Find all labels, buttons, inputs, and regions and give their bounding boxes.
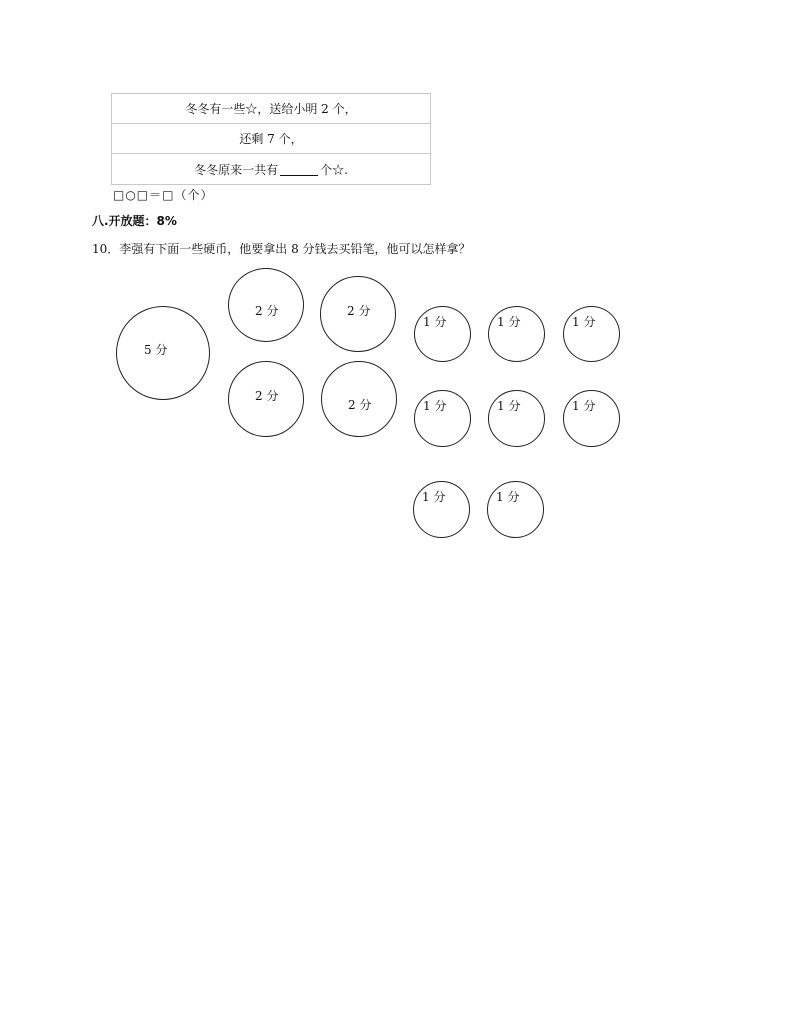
coin-label: 5 分	[144, 343, 168, 357]
coin-2-fen	[228, 268, 304, 342]
coin-2-fen	[321, 361, 397, 437]
coin-label: 2 分	[255, 389, 279, 403]
coin-label: 1 分	[572, 315, 596, 329]
coin-1-fen	[487, 481, 544, 538]
coin-5-fen	[116, 306, 210, 400]
section-title: 八.开放题：8%	[92, 214, 177, 228]
coin-1-fen	[413, 481, 470, 538]
coin-label: 1 分	[496, 490, 520, 504]
story-text-3-before: 冬冬原来一共有	[194, 162, 279, 177]
coin-label: 1 分	[423, 315, 447, 329]
formula-template: □○□＝□（个）	[113, 188, 214, 202]
story-row-3	[112, 154, 430, 184]
coin-label: 1 分	[422, 490, 446, 504]
coin-1-fen	[414, 390, 471, 447]
coin-label: 1 分	[497, 315, 521, 329]
coin-label: 2 分	[348, 398, 372, 412]
coin-1-fen	[563, 306, 620, 362]
story-text-2: 还剩 7 个，	[239, 132, 303, 146]
coin-label: 1 分	[497, 399, 521, 413]
coin-2-fen	[320, 276, 396, 352]
coin-label: 1 分	[423, 399, 447, 413]
story-text-3-after: 个☆.	[320, 162, 348, 177]
coin-label: 2 分	[255, 304, 279, 318]
coin-1-fen	[488, 306, 545, 362]
coin-label: 2 分	[347, 304, 371, 318]
answer-blank[interactable]	[280, 163, 318, 176]
story-text-1: 冬冬有一些☆，送给小明 2 个，	[185, 102, 357, 116]
coin-1-fen	[488, 390, 545, 447]
question-text: 10．李强有下面一些硬币，他要拿出 8 分钱去买铅笔，他可以怎样拿？	[92, 242, 471, 256]
story-table	[111, 93, 431, 185]
coin-1-fen	[414, 306, 471, 362]
story-row-2	[112, 124, 430, 154]
coin-1-fen	[563, 390, 620, 447]
coin-label: 1 分	[572, 399, 596, 413]
story-row-1	[112, 94, 430, 124]
coin-2-fen	[228, 361, 304, 437]
